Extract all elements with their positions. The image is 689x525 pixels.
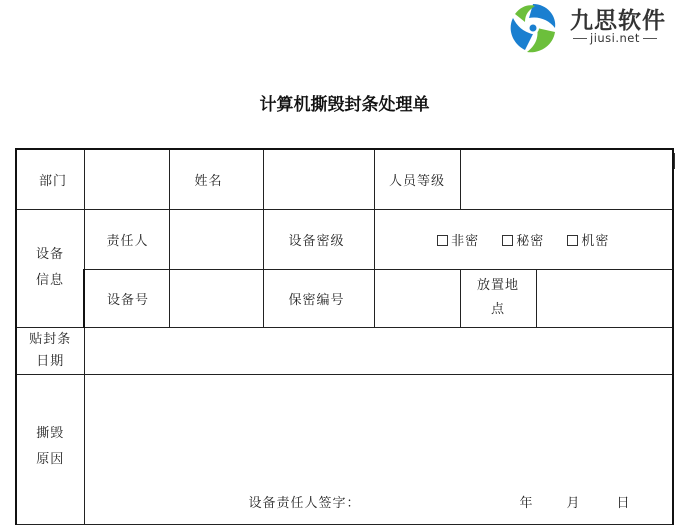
row-device-2 xyxy=(16,269,673,327)
jiusi-logo-icon xyxy=(503,0,563,56)
tear-reason-text: 撕毁原因 xyxy=(36,425,65,467)
date-day: 日 xyxy=(616,495,631,511)
device-no-value[interactable] xyxy=(169,269,263,327)
checkbox-icon[interactable] xyxy=(437,235,448,246)
edge-mark xyxy=(674,153,675,169)
location-value[interactable] xyxy=(536,269,673,327)
logo-url: jiusi.net xyxy=(570,31,660,45)
responsible-label: 责任人 xyxy=(84,209,169,269)
device-info-text: 设备信息 xyxy=(35,247,64,288)
seal-date-value[interactable] xyxy=(84,327,673,374)
row-device-1 xyxy=(16,209,673,269)
seal-tear-form xyxy=(15,148,674,525)
row-seal-date xyxy=(16,327,673,374)
option-label: 机密 xyxy=(581,233,610,249)
location-label xyxy=(460,269,536,327)
seal-date-text: 贴封条日期 xyxy=(29,331,72,369)
logo xyxy=(503,0,689,56)
secret-no-label: 保密编号 xyxy=(263,269,374,327)
option-non-secret[interactable] xyxy=(437,230,479,249)
personnel-level-value[interactable] xyxy=(460,149,673,209)
personnel-level-label: 人员等级 xyxy=(374,149,460,209)
name-value[interactable] xyxy=(263,149,374,209)
checkbox-icon[interactable] xyxy=(567,235,578,246)
option-secret[interactable] xyxy=(502,230,544,249)
dept-label: 部门 xyxy=(16,149,84,209)
dept-value[interactable] xyxy=(84,149,169,209)
device-no-label: 设备号 xyxy=(84,269,169,327)
secret-no-value[interactable] xyxy=(374,269,460,327)
checkbox-icon[interactable] xyxy=(502,235,513,246)
date-month: 月 xyxy=(566,495,581,511)
security-level-options xyxy=(374,209,673,269)
name-label: 姓名 xyxy=(169,149,263,209)
tear-reason-value[interactable] xyxy=(84,374,673,524)
signature-label: 设备责任人签字： xyxy=(248,495,361,511)
date-fields xyxy=(520,492,631,511)
option-label: 秘密 xyxy=(516,233,545,249)
logo-name: 九思软件 xyxy=(570,8,666,34)
tear-reason-label xyxy=(16,374,84,524)
row-tear-reason xyxy=(16,374,673,524)
location-text: 放置地点 xyxy=(476,278,519,317)
row-personnel xyxy=(16,149,673,209)
option-confidential[interactable] xyxy=(567,230,609,249)
device-info-label xyxy=(16,209,84,327)
option-label: 非密 xyxy=(451,233,480,249)
responsible-value[interactable] xyxy=(169,209,263,269)
security-level-label: 设备密级 xyxy=(263,209,374,269)
document-title: 计算机撕毁封条处理单 xyxy=(259,95,430,115)
seal-date-label xyxy=(16,327,84,374)
date-year: 年 xyxy=(519,495,534,511)
